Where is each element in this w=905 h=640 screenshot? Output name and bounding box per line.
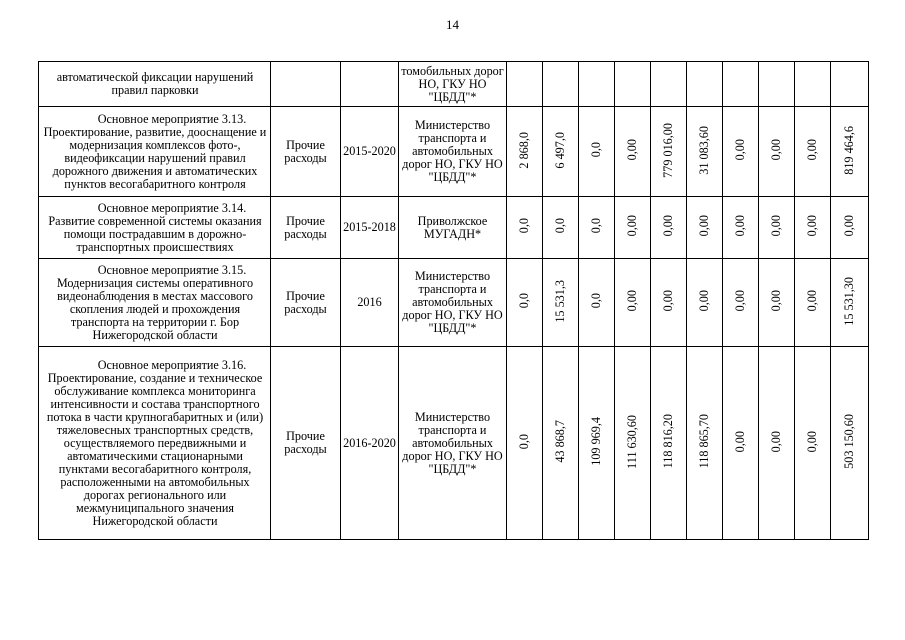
- period-cell: [341, 62, 399, 107]
- value-text: 43 868,7: [553, 420, 567, 463]
- value-cell: [795, 347, 831, 540]
- measure-description: автоматической фиксации нарушений правил парковки: [56, 70, 254, 97]
- value-cell: [507, 62, 543, 107]
- value-cell: [579, 259, 615, 347]
- measure-title: Основное мероприятие 3.13.: [97, 111, 247, 126]
- executor-cell: Приволжское МУГАДН*: [399, 197, 507, 259]
- value-text: 0,00: [805, 430, 819, 453]
- value-cell: [759, 197, 795, 259]
- value-cell: [687, 62, 723, 107]
- period-cell: 2016-2020: [341, 347, 399, 540]
- value-cell: [543, 259, 579, 347]
- value-text: 0,00: [697, 215, 711, 237]
- value-text: 0,0: [517, 433, 531, 450]
- value-cell: [759, 62, 795, 107]
- table-row: [39, 107, 869, 197]
- value-cell: [831, 62, 869, 107]
- value-cell: [795, 259, 831, 347]
- value-cell: [507, 347, 543, 540]
- value-text: 15 531,30: [842, 276, 856, 326]
- value-cell: [723, 347, 759, 540]
- value-text: 118 816,20: [661, 414, 675, 469]
- value-text: 15 531,3: [553, 279, 567, 323]
- value-cell: [759, 347, 795, 540]
- table-row: [39, 259, 869, 347]
- value-cell: [651, 62, 687, 107]
- value-text: 31 083,60: [697, 125, 711, 175]
- executor-cell: Министерство транспорта и автомобильных дорог НО, ГКУ НО "ЦБДД"*: [399, 347, 507, 540]
- period-cell: 2015-2018: [341, 197, 399, 259]
- value-text: 0,00: [769, 215, 783, 237]
- expense-type-cell: Прочие расходы: [271, 107, 341, 197]
- value-text: 0,00: [733, 430, 747, 453]
- value-cell: [795, 107, 831, 197]
- value-text: 0,00: [805, 290, 819, 312]
- value-text: 0,00: [661, 290, 675, 312]
- period-cell: 2016: [341, 259, 399, 347]
- measure-name-cell: [39, 62, 271, 107]
- value-text: 0,00: [625, 290, 639, 312]
- expense-type-cell: Прочие расходы: [271, 259, 341, 347]
- value-cell: [831, 107, 869, 197]
- measure-title: Основное мероприятие 3.16.: [97, 357, 247, 372]
- value-cell: [831, 259, 869, 347]
- value-text: 819 464,6: [842, 125, 856, 175]
- value-text: 6 497,0: [553, 131, 567, 169]
- value-text: 0,00: [769, 139, 783, 161]
- table-body: [39, 62, 869, 540]
- expense-type-cell: Прочие расходы: [271, 197, 341, 259]
- measure-name-cell: [39, 197, 271, 259]
- value-text: 0,00: [733, 139, 747, 161]
- value-text: 2 868,0: [517, 131, 531, 169]
- measure-description: Развитие современной системы оказания помощи пострадавшим в дорожно-транспортных происшествиях: [48, 213, 262, 254]
- executor-cell: Министерство транспорта и автомобильных дорог НО, ГКУ НО "ЦБДД"*: [399, 107, 507, 197]
- value-text: 0,0: [517, 293, 531, 309]
- value-cell: [795, 62, 831, 107]
- value-cell: [579, 347, 615, 540]
- value-cell: [579, 197, 615, 259]
- table-row: [39, 62, 869, 107]
- expense-type-cell: Прочие расходы: [271, 347, 341, 540]
- value-cell: [543, 347, 579, 540]
- value-cell: [723, 197, 759, 259]
- expense-type-cell: [271, 62, 341, 107]
- value-cell: [615, 197, 651, 259]
- value-text: 0,00: [805, 139, 819, 161]
- value-cell: [507, 259, 543, 347]
- value-text: 0,00: [842, 215, 856, 237]
- value-cell: [615, 259, 651, 347]
- measure-title: Основное мероприятие 3.15.: [97, 262, 247, 277]
- value-cell: [615, 107, 651, 197]
- value-text: 0,0: [589, 218, 603, 234]
- value-text: 0,0: [589, 293, 603, 309]
- value-text: 0,0: [553, 218, 567, 234]
- value-cell: [651, 347, 687, 540]
- value-cell: [831, 347, 869, 540]
- value-cell: [507, 107, 543, 197]
- value-text: 0,00: [625, 215, 639, 237]
- value-text: 0,00: [697, 290, 711, 312]
- value-cell: [651, 259, 687, 347]
- value-text: 779 016,00: [661, 122, 675, 178]
- value-text: 0,00: [805, 215, 819, 237]
- value-cell: [723, 107, 759, 197]
- value-text: 0,00: [769, 430, 783, 453]
- value-cell: [795, 197, 831, 259]
- value-text: 0,00: [733, 290, 747, 312]
- value-cell: [831, 197, 869, 259]
- measure-description: Проектирование, развитие, дооснащение и модернизация комплексов фото-, видеофиксации нарушений правил дорожного движения и автоматических пунктов весогабаритного контроля: [43, 124, 267, 191]
- value-cell: [543, 197, 579, 259]
- value-text: 0,00: [661, 215, 675, 237]
- value-text: 118 865,70: [697, 414, 711, 469]
- measure-name-cell: [39, 259, 271, 347]
- value-cell: [759, 259, 795, 347]
- value-cell: [543, 62, 579, 107]
- measure-title: Основное мероприятие 3.14.: [97, 200, 247, 215]
- table-row: [39, 347, 869, 540]
- value-cell: [615, 62, 651, 107]
- budget-table: [38, 61, 869, 540]
- value-cell: [759, 107, 795, 197]
- value-cell: [579, 62, 615, 107]
- period-cell: 2015-2020: [341, 107, 399, 197]
- value-text: 111 630,60: [625, 414, 639, 469]
- value-text: 109 969,4: [589, 417, 603, 466]
- value-cell: [543, 107, 579, 197]
- executor-cell: Министерство транспорта и автомобильных дорог НО, ГКУ НО "ЦБДД"*: [399, 259, 507, 347]
- executor-cell: томобильных дорог НО, ГКУ НО "ЦБДД"*: [399, 62, 507, 107]
- value-cell: [687, 107, 723, 197]
- measure-name-cell: [39, 347, 271, 540]
- value-text: 0,0: [589, 142, 603, 158]
- value-cell: [615, 347, 651, 540]
- measure-description: Проектирование, создание и техническое обслуживание комплекса мониторинга интенсивности и состава транспортного потока в части крупногабаритных и (или) тяжеловесных транспортных средств, осуществляемого передвижными и автоматическими стационарными пунктами весогабаритного контроля, расположенными на автомобильных дорогах регионального или межмуниципального значения Нижегородской области: [46, 370, 264, 528]
- value-text: 0,00: [769, 290, 783, 312]
- value-text: 0,00: [625, 139, 639, 161]
- value-cell: [687, 259, 723, 347]
- value-cell: [723, 259, 759, 347]
- value-cell: [687, 347, 723, 540]
- value-cell: [651, 107, 687, 197]
- page-number: 14: [446, 17, 459, 32]
- value-cell: [687, 197, 723, 259]
- value-cell: [723, 62, 759, 107]
- value-text: 0,00: [733, 215, 747, 237]
- measure-name-cell: [39, 107, 271, 197]
- value-cell: [651, 197, 687, 259]
- value-cell: [579, 107, 615, 197]
- value-text: 0,0: [517, 218, 531, 234]
- value-cell: [507, 197, 543, 259]
- table-row: [39, 197, 869, 259]
- value-text: 503 150,60: [842, 414, 856, 469]
- measure-description: Модернизация системы оперативного видеонаблюдения в местах массового скопления людей и прохождения транспорта на территории г. Бор Нижегородской области: [56, 275, 254, 342]
